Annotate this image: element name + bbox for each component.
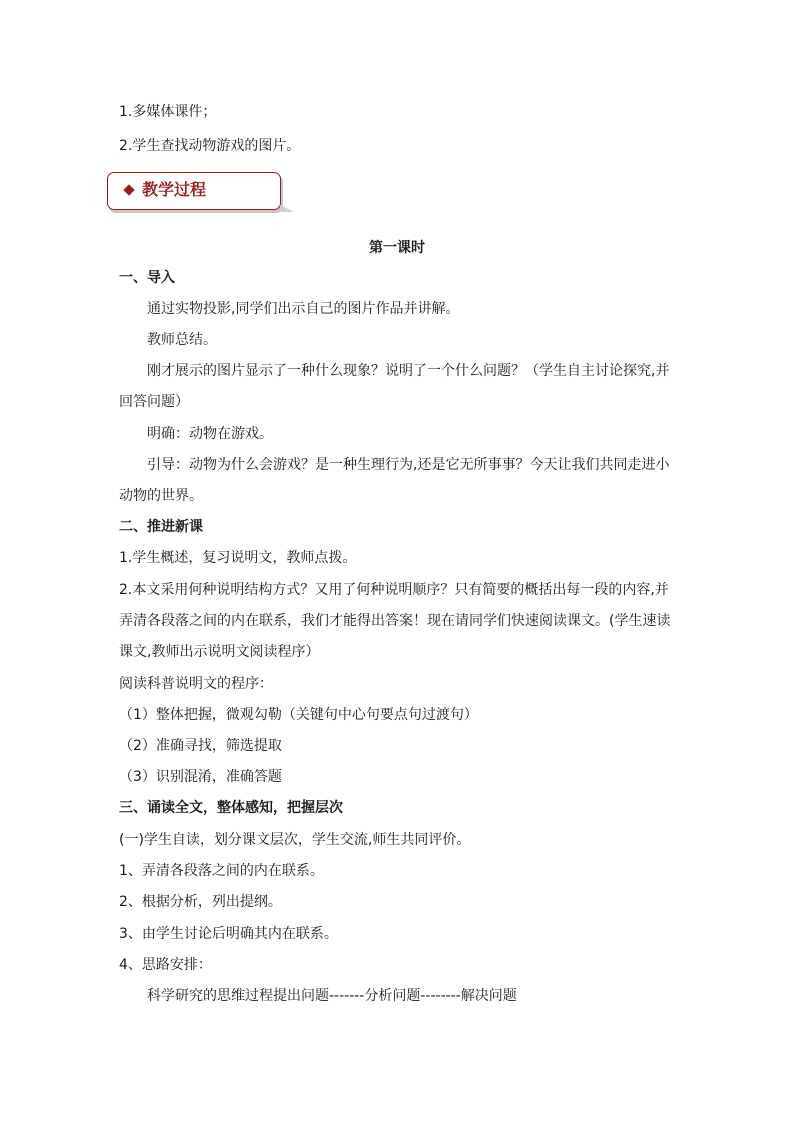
part2-line: 阅读科普说明文的程序： bbox=[119, 676, 273, 692]
part3-line: 1、弄清各段落之间的内在联系。 bbox=[119, 863, 324, 879]
part3-line: (一)学生自读，划分课文层次，学生交流,师生共同评价。 bbox=[119, 832, 471, 848]
part2-line: （1）整体把握，微观勾勒（关键句中心句要点句过渡句） bbox=[119, 707, 478, 723]
part2-heading: 二、推进新课 bbox=[119, 519, 203, 535]
part3-line: 科学研究的思维过程提出问题-------分析问题--------解决问题 bbox=[147, 988, 517, 1004]
page-curl-icon bbox=[280, 205, 294, 212]
part2-line: 1.学生概述，复习说明文，教师点拨。 bbox=[119, 550, 357, 566]
prep-item-2: 2.学生查找动物游戏的图片。 bbox=[119, 138, 301, 154]
section-title: 教学过程 bbox=[142, 180, 207, 199]
part3-heading: 三、诵读全文，整体感知，把握层次 bbox=[119, 800, 343, 816]
part1-line: 动物的世界。 bbox=[119, 488, 203, 504]
part3-line: 2、根据分析，列出提纲。 bbox=[119, 894, 282, 910]
part2-line: （3）识别混淆，准确答题 bbox=[119, 769, 282, 785]
part1-line: 引导：动物为什么会游戏？是一种生理行为,还是它无所事事？今天让我们共同走进小 bbox=[147, 457, 670, 473]
part2-line: 2.本文采用何种说明结构方式？又用了何种说明顺序？只有简要的概括出每一段的内容,并 bbox=[119, 582, 669, 598]
part3-line: 4、思路安排： bbox=[119, 957, 212, 973]
part1-line: 教师总结。 bbox=[147, 332, 217, 348]
part2-line: （2）准确寻找，筛选提取 bbox=[119, 738, 282, 754]
part3-line: 3、由学生讨论后明确其内在联系。 bbox=[119, 926, 338, 942]
part1-line: 明确：动物在游戏。 bbox=[147, 426, 273, 442]
lesson-title: 第一课时 bbox=[369, 240, 425, 256]
diamond-bullet-icon bbox=[123, 184, 134, 195]
part1-heading: 一、导入 bbox=[119, 270, 175, 286]
section-header-box bbox=[107, 172, 281, 210]
part1-line: 回答问题） bbox=[119, 394, 189, 410]
part2-line: 课文,教师出示说明文阅读程序） bbox=[119, 644, 320, 660]
prep-item-1: 1.多媒体课件； bbox=[119, 104, 217, 120]
part1-line: 通过实物投影,同学们出示自己的图片作品并讲解。 bbox=[147, 301, 460, 317]
part2-line: 弄清各段落之间的内在联系，我们才能得出答案！现在请同学们快速阅读课文。(学生速读 bbox=[119, 613, 671, 629]
part1-line: 刚才展示的图片显示了一种什么现象？说明了一个什么问题？（学生自主讨论探究,并 bbox=[147, 363, 670, 379]
